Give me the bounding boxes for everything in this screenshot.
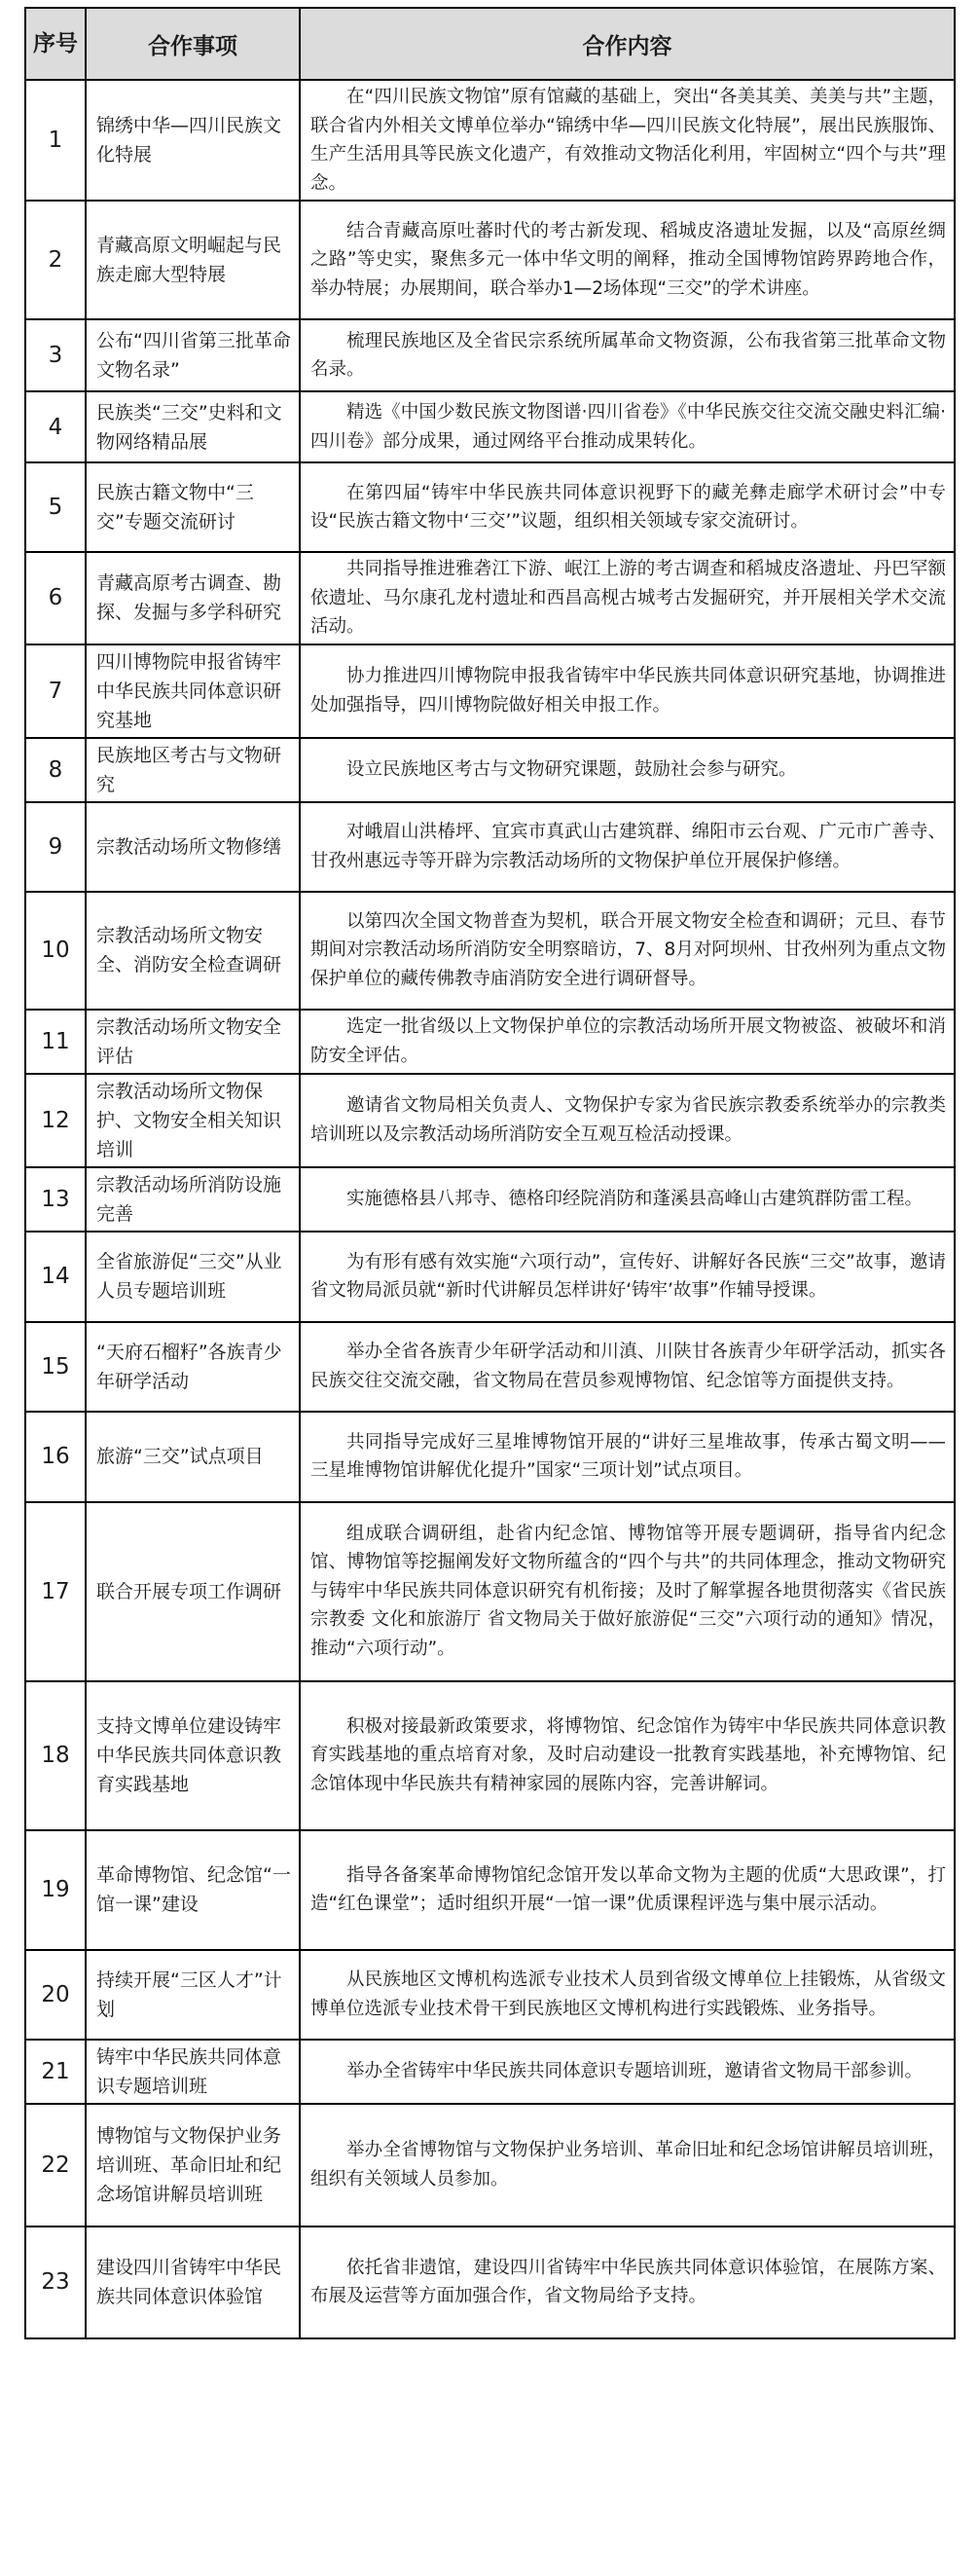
- table-row: [25, 1074, 955, 1167]
- row-number: 7: [25, 644, 86, 738]
- row-content: 对峨眉山洪椿坪、宜宾市真武山古建筑群、绵阳市云台观、广元市广善寺、甘孜州惠远寺等开辟为宗教活动场所的文物保护单位开展保护修缮。: [300, 802, 955, 892]
- row-content: 在第四届“铸牢中华民族共同体意识视野下的藏羌彝走廊学术研讨会”中专设“民族古籍文物中‘三交’”议题，组织相关领域专家交流研讨。: [300, 462, 955, 552]
- row-number: 1: [25, 80, 86, 201]
- table-row: [25, 391, 955, 462]
- row-item: 宗教活动场所文物安全评估: [86, 1010, 300, 1074]
- row-item: 联合开展专项工作调研: [86, 1502, 300, 1681]
- row-number: 12: [25, 1074, 86, 1167]
- row-item: 四川博物院申报省铸牢中华民族共同体意识研究基地: [86, 644, 300, 738]
- row-item: 锦绣中华—四川民族文化特展: [86, 80, 300, 201]
- table-row: [25, 319, 955, 391]
- row-content: 设立民族地区考古与文物研究课题，鼓励社会参与研究。: [300, 738, 955, 802]
- row-content: 共同指导推进雅砻江下游、岷江上游的考古调查和稻城皮洛遗址、丹巴罕额依遗址、马尔康孔龙村遗址和西昌高枧古城考古发掘研究，并开展相关学术交流活动。: [300, 552, 955, 644]
- row-content: 实施德格县八邦寺、德格印经院消防和蓬溪县高峰山古建筑群防雷工程。: [300, 1167, 955, 1232]
- table-row: [25, 1412, 955, 1502]
- table-row: [25, 2104, 955, 2226]
- row-number: 5: [25, 462, 86, 552]
- row-number: 15: [25, 1322, 86, 1412]
- header-number: 序号: [25, 8, 86, 80]
- table-row: [25, 2040, 955, 2104]
- row-content: 在“四川民族文物馆”原有馆藏的基础上，突出“各美其美、美美与共”主题，联合省内外相关文博单位举办“锦绣中华—四川民族文化特展”，展出民族服饰、生产生活用具等民族文化遗产，有效推动文物活化利用，牢固树立“四个与共”理念。: [300, 80, 955, 201]
- row-content: 邀请省文物局相关负责人、文物保护专家为省民族宗教委系统举办的宗教类培训班以及宗教活动场所消防安全互观互检活动授课。: [300, 1074, 955, 1167]
- row-content: 组成联合调研组，赴省内纪念馆、博物馆等开展专题调研，指导省内纪念馆、博物馆等挖掘阐发好文物所蕴含的“四个与共”的共同体理念，推动文物研究与铸牢中华民族共同体意识研究有机衔接；及时了解掌握各地贯彻落实《省民族宗教委 文化和旅游厅 省文物局关于做好旅游促“三交”六项行动的通知》情况，推动“六项行动”。: [300, 1502, 955, 1681]
- row-content: 从民族地区文博机构选派专业技术人员到省级文博单位上挂锻炼，从省级文博单位选派专业技术骨干到民族地区文博机构进行实践锻炼、业务指导。: [300, 1950, 955, 2040]
- row-item: 宗教活动场所文物修缮: [86, 802, 300, 892]
- row-item: 民族类“三交”史料和文物网络精品展: [86, 391, 300, 462]
- row-item: 公布“四川省第三批革命文物名录”: [86, 319, 300, 391]
- row-item: 青藏高原文明崛起与民族走廊大型特展: [86, 201, 300, 319]
- row-number: 3: [25, 319, 86, 391]
- row-number: 19: [25, 1830, 86, 1950]
- row-number: 16: [25, 1412, 86, 1502]
- table-row: [25, 1010, 955, 1074]
- row-item: 民族古籍文物中“三交”专题交流研讨: [86, 462, 300, 552]
- table-row: [25, 1950, 955, 2040]
- row-item: 宗教活动场所消防设施完善: [86, 1167, 300, 1232]
- table-row: [25, 552, 955, 644]
- row-content: 举办全省博物馆与文物保护业务培训、革命旧址和纪念场馆讲解员培训班，组织有关领域人员参加。: [300, 2104, 955, 2226]
- table-row: [25, 738, 955, 802]
- row-item: 民族地区考古与文物研究: [86, 738, 300, 802]
- row-content: 选定一批省级以上文物保护单位的宗教活动场所开展文物被盗、被破坏和消防安全评估。: [300, 1010, 955, 1074]
- row-item: 旅游“三交”试点项目: [86, 1412, 300, 1502]
- row-item: 建设四川省铸牢中华民族共同体意识体验馆: [86, 2226, 300, 2338]
- header-item: 合作事项: [86, 8, 300, 80]
- table-row: [25, 2226, 955, 2338]
- row-content: 结合青藏高原吐蕃时代的考古新发现、稻城皮洛遗址发掘，以及“高原丝绸之路”等史实，聚焦多元一体中华文明的阐释，推动全国博物馆跨界跨地合作，举办特展；办展期间，联合举办1—2场体现“三交”的学术讲座。: [300, 201, 955, 319]
- row-content: 精选《中国少数民族文物图谱·四川省卷》《中华民族交往交流交融史料汇编·四川卷》部分成果，通过网络平台推动成果转化。: [300, 391, 955, 462]
- row-number: 11: [25, 1010, 86, 1074]
- header-content: 合作内容: [300, 8, 955, 80]
- table-row: [25, 892, 955, 1010]
- row-content: 指导各备案革命博物馆纪念馆开发以革命文物为主题的优质“大思政课”，打造“红色课堂”；适时组织开展“一馆一课”优质课程评选与集中展示活动。: [300, 1830, 955, 1950]
- table-row: [25, 1322, 955, 1412]
- row-number: 13: [25, 1167, 86, 1232]
- row-number: 2: [25, 201, 86, 319]
- row-number: 9: [25, 802, 86, 892]
- row-item: 支持文博单位建设铸牢中华民族共同体意识教育实践基地: [86, 1681, 300, 1830]
- table-row: [25, 80, 955, 201]
- row-number: 18: [25, 1681, 86, 1830]
- table-row: [25, 1830, 955, 1950]
- row-item: 宗教活动场所文物安全、消防安全检查调研: [86, 892, 300, 1010]
- row-item: 持续开展“三区人才”计划: [86, 1950, 300, 2040]
- row-content: 协力推进四川博物院申报我省铸牢中华民族共同体意识研究基地，协调推进处加强指导，四川博物院做好相关申报工作。: [300, 644, 955, 738]
- row-content: 共同指导完成好三星堆博物馆开展的“讲好三星堆故事，传承古蜀文明——三星堆博物馆讲解优化提升”国家“三项计划”试点项目。: [300, 1412, 955, 1502]
- row-item: 博物馆与文物保护业务培训班、革命旧址和纪念场馆讲解员培训班: [86, 2104, 300, 2226]
- table-header-row: [25, 8, 955, 80]
- row-content: 举办全省铸牢中华民族共同体意识专题培训班，邀请省文物局干部参训。: [300, 2040, 955, 2104]
- table-row: [25, 1502, 955, 1681]
- table-row: [25, 1232, 955, 1322]
- row-item: “天府石榴籽”各族青少年研学活动: [86, 1322, 300, 1412]
- row-number: 8: [25, 738, 86, 802]
- row-item: 宗教活动场所文物保护、文物安全相关知识培训: [86, 1074, 300, 1167]
- row-item: 全省旅游促“三交”从业人员专题培训班: [86, 1232, 300, 1322]
- cooperation-table: [24, 7, 956, 2339]
- row-content: 依托省非遗馆，建设四川省铸牢中华民族共同体意识体验馆，在展陈方案、布展及运营等方面加强合作，省文物局给予支持。: [300, 2226, 955, 2338]
- row-number: 4: [25, 391, 86, 462]
- row-content: 为有形有感有效实施“六项行动”，宣传好、讲解好各民族“三交”故事，邀请省文物局派员就“新时代讲解员怎样讲好‘铸牢’故事”作辅导授课。: [300, 1232, 955, 1322]
- row-content: 梳理民族地区及全省民宗系统所属革命文物资源，公布我省第三批革命文物名录。: [300, 319, 955, 391]
- row-number: 17: [25, 1502, 86, 1681]
- row-content: 举办全省各族青少年研学活动和川滇、川陕甘各族青少年研学活动，抓实各民族交往交流交融，省文物局在营员参观博物馆、纪念馆等方面提供支持。: [300, 1322, 955, 1412]
- row-number: 10: [25, 892, 86, 1010]
- row-number: 20: [25, 1950, 86, 2040]
- row-item: 青藏高原考古调查、勘探、发掘与多学科研究: [86, 552, 300, 644]
- row-number: 6: [25, 552, 86, 644]
- row-number: 21: [25, 2040, 86, 2104]
- table-row: [25, 644, 955, 738]
- row-content: 积极对接最新政策要求，将博物馆、纪念馆作为铸牢中华民族共同体意识教育实践基地的重点培育对象，及时启动建设一批教育实践基地，补充博物馆、纪念馆体现中华民族共有精神家园的展陈内容，完善讲解词。: [300, 1681, 955, 1830]
- row-number: 22: [25, 2104, 86, 2226]
- row-item: 革命博物馆、纪念馆“一馆一课”建设: [86, 1830, 300, 1950]
- row-item: 铸牢中华民族共同体意识专题培训班: [86, 2040, 300, 2104]
- table-row: [25, 462, 955, 552]
- table-row: [25, 802, 955, 892]
- table-row: [25, 1167, 955, 1232]
- table-row: [25, 201, 955, 319]
- row-content: 以第四次全国文物普查为契机，联合开展文物安全检查和调研；元旦、春节期间对宗教活动场所消防安全明察暗访，7、8月对阿坝州、甘孜州列为重点文物保护单位的藏传佛教寺庙消防安全进行调研督导。: [300, 892, 955, 1010]
- row-number: 14: [25, 1232, 86, 1322]
- row-number: 23: [25, 2226, 86, 2338]
- table-row: [25, 1681, 955, 1830]
